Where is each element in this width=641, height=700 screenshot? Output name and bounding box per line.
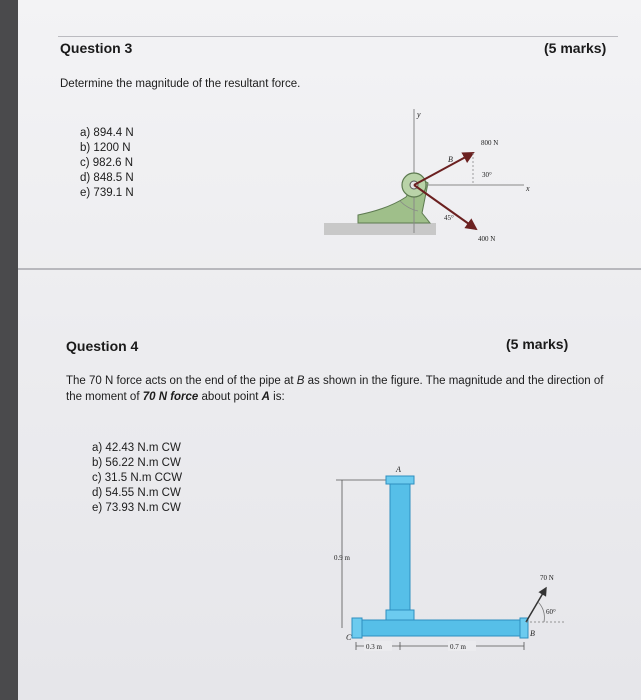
q3-option-b[interactable]: b) 1200 N (80, 142, 131, 154)
window-left-edge (0, 0, 18, 700)
q4-prompt-part2: as shown in the figure. The magnitude and the direction of the moment of (66, 375, 604, 403)
ground-icon (324, 223, 436, 235)
q3-option-d[interactable]: d) 848.5 N (80, 172, 134, 184)
q4-options (92, 441, 182, 516)
pipe-end-c (352, 618, 362, 638)
q3-force-figure (318, 105, 538, 245)
q4-prompt-point-a: A (261, 391, 270, 403)
angle-60-label: 60° (546, 608, 556, 616)
dim-left-label: 0.3 m (366, 643, 382, 651)
label-c: C (346, 633, 352, 642)
elbow-flange (386, 610, 414, 620)
axis-x-label: x (526, 184, 530, 193)
q3-title: Question 3 (60, 40, 133, 56)
q3-option-e[interactable]: e) 739.1 N (80, 187, 134, 199)
pipe-cap-a (386, 476, 414, 484)
section-divider (18, 268, 641, 270)
q4-prompt-force: 70 N force (142, 391, 199, 403)
q4-marks: (5 marks) (506, 336, 569, 352)
dim-right-label: 0.7 m (450, 643, 466, 651)
q4-prompt (66, 373, 606, 405)
force-70-label: 70 N (540, 574, 554, 582)
point-b-label: B (448, 155, 453, 164)
q4-option-b[interactable]: b) 56.22 N.m CW (92, 457, 181, 469)
q4-option-c[interactable]: c) 31.5 N.m CCW (92, 472, 183, 484)
q4-pipe-figure (306, 460, 586, 660)
force-800-arrow (414, 153, 473, 185)
angle-30-label: 30° (482, 171, 492, 179)
q4-title: Question 4 (66, 338, 139, 354)
vertical-pipe (390, 480, 410, 622)
angle-45-label: 45° (444, 214, 454, 222)
q4-prompt-point-b: B (296, 375, 305, 387)
q3-option-c[interactable]: c) 982.6 N (80, 157, 134, 169)
q4-prompt-part1: The 70 N force acts on the end of the pipe at (66, 375, 297, 387)
q4-option-a[interactable]: a) 42.43 N.m CW (92, 442, 181, 454)
force-400-label: 400 N (478, 235, 496, 243)
q4-prompt-part3: about point (198, 391, 262, 403)
force-70-arrow (526, 588, 546, 622)
force-800-label: 800 N (481, 139, 499, 147)
angle-arc-60 (538, 602, 544, 622)
q3-options (80, 126, 134, 201)
horizontal-pipe (356, 620, 524, 636)
q3-option-a[interactable]: a) 894.4 N (80, 127, 134, 139)
q3-prompt: Determine the magnitude of the resultant force. (60, 78, 301, 90)
q4-option-e[interactable]: e) 73.93 N.m CW (92, 502, 181, 514)
document-page (18, 0, 641, 700)
label-a: A (396, 465, 401, 474)
top-divider (58, 36, 618, 37)
q4-option-d[interactable]: d) 54.55 N.m CW (92, 487, 181, 499)
q4-prompt-part4: is: (269, 391, 285, 403)
dim-vertical-label: 0.9 m (334, 554, 350, 562)
q3-marks: (5 marks) (544, 40, 607, 56)
label-b: B (530, 629, 535, 638)
axis-y-label: y (417, 110, 421, 119)
